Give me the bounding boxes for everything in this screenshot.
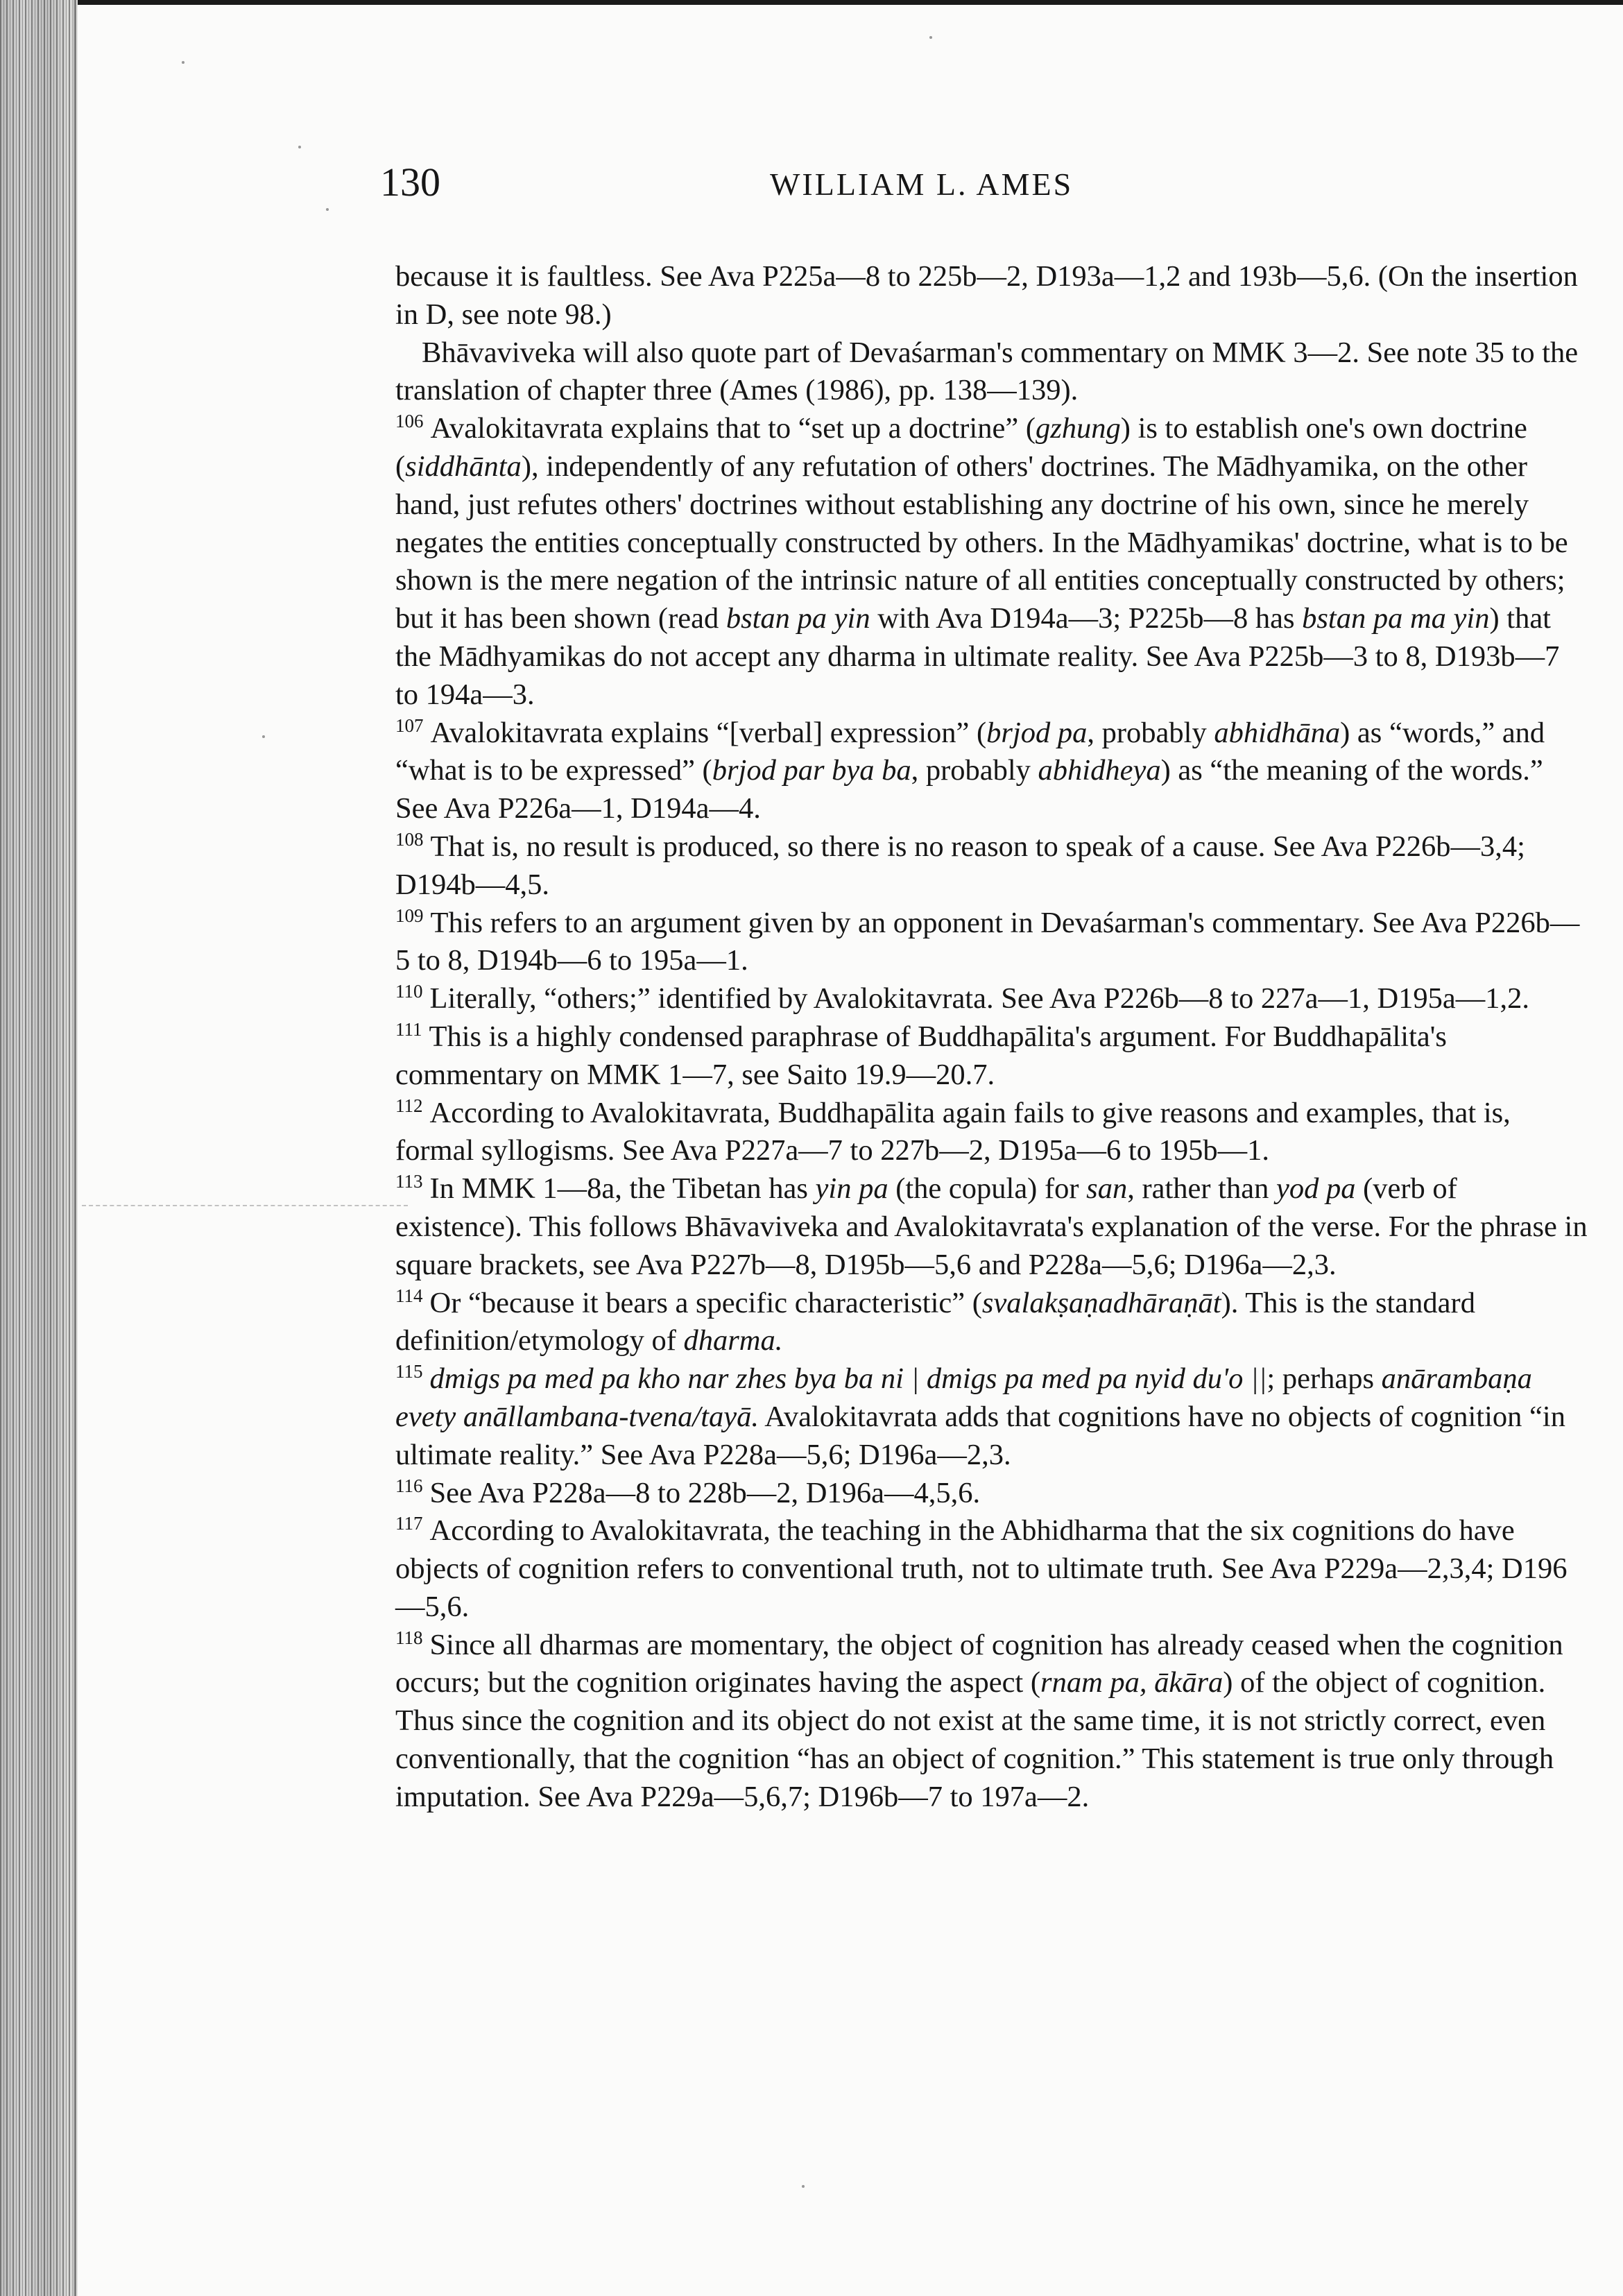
note-text: because it is faultless. See Ava P225a—8 to 225b—2, D193a—1,2 and 193b—5,6. (On the insertion in D, see note 98.): [395, 260, 1578, 331]
italic-term: yod pa: [1276, 1172, 1356, 1206]
note-number: 107: [395, 714, 424, 736]
note-text: ) that the Mādhyamikas do not accept any dharma in ultimate reality. See Ava P225b—3 to 8, D193b—7 to 194a—3.: [395, 602, 1560, 711]
note-number: 110: [395, 981, 423, 1002]
note-number: 117: [395, 1513, 423, 1534]
note-text: ) as “words,” and “what is to be expressed” (: [395, 716, 1545, 787]
note-text: with Ava D194a—3; P225b—8 has: [870, 602, 1303, 635]
scan-speck: [929, 36, 932, 39]
endnote-115: [395, 1360, 1588, 1474]
note-number: 106: [395, 411, 424, 432]
note-number: 114: [395, 1285, 423, 1306]
endnote-111: [395, 1018, 1588, 1095]
note-text: See Ava P228a—8 to 228b—2, D196a—4,5,6.: [429, 1476, 981, 1509]
endnote-continuation: [395, 334, 1588, 411]
endnote-108: [395, 828, 1588, 905]
note-text: ) is to establish one's own doctrine (: [395, 412, 1527, 483]
endnote-109: [395, 905, 1588, 981]
note-text: ) of the object of cognition. Thus since the cognition and its object do not exist at the same time, it is not strictly correct, even conventionally, that the cognition “has an object of cognition.” This statement is true only through imputation. See Ava P229a—5,6,7; D196b—7 to 197a—2.: [395, 1666, 1554, 1813]
italic-term: rnam pa, ākāra: [1040, 1666, 1223, 1699]
note-text: , probably: [911, 754, 1038, 787]
italic-term: brjod pa: [986, 716, 1088, 749]
page-number: 130: [380, 160, 440, 205]
note-number: 118: [395, 1627, 423, 1648]
note-text: (verb of existence). This follows Bhāvaviveka and Avalokitavrata's explanation of the verse. For the phrase in square brackets, see Ava P227b—8, D195b—5,6 and P228a—5,6; D196a—2,3.: [395, 1172, 1588, 1281]
note-text: Avalokitavrata adds that cognitions have no objects of cognition “in ultimate reality.” See Ava P228a—5,6; D196a—2,3.: [395, 1400, 1565, 1471]
note-text: According to Avalokitavrata, the teaching in the Abhidharma that the six cognitions do have objects of cognition refers to conventional truth, not to ultimate truth. See Ava P229a—2,3,4; D196—5,6.: [395, 1514, 1568, 1623]
italic-term: dmigs pa med pa kho nar zhes bya ba ni | dmigs pa med pa nyid du'o ||: [429, 1362, 1267, 1396]
endnote-118: [395, 1627, 1588, 1817]
book-binding-shadow: [0, 0, 78, 2296]
italic-term: bstan pa ma yin: [1302, 602, 1490, 635]
endnotes-body: [395, 258, 1588, 1817]
note-text: Since all dharmas are momentary, the object of cognition has already ceased when the cognition occurs; but the cognition originates having the aspect (: [395, 1628, 1563, 1699]
italic-term: siddhānta: [405, 449, 522, 483]
note-text: ; perhaps: [1266, 1362, 1382, 1396]
italic-term: brjod par bya ba: [712, 754, 911, 787]
endnote-113: [395, 1170, 1588, 1284]
note-text: ). This is the standard definition/etymology of: [395, 1286, 1475, 1357]
page-header: [0, 158, 1623, 214]
italic-term: svalakṣaṇadhāraṇāt: [981, 1286, 1221, 1319]
italic-term: bstan pa yin: [725, 602, 870, 635]
italic-term: san: [1086, 1172, 1128, 1206]
note-number: 113: [395, 1171, 423, 1192]
note-number: 108: [395, 828, 424, 850]
endnote-107: [395, 714, 1588, 828]
top-scan-edge: [0, 0, 1623, 5]
endnote-114: [395, 1285, 1588, 1361]
note-text: This refers to an argument given by an opponent in Devaśarman's commentary. See Ava P226b—5 to 8, D194b—6 to 195a—1.: [395, 906, 1580, 977]
note-number: 111: [395, 1018, 422, 1040]
scan-artifact-line: [82, 1205, 408, 1206]
scan-speck: [262, 735, 265, 738]
note-text: In MMK 1—8a, the Tibetan has: [429, 1172, 816, 1206]
italic-term: anārambaṇa evety anāllambana-tvena/tayā.: [395, 1362, 1532, 1433]
scan-speck: [298, 146, 301, 148]
binding-edge-line: [74, 0, 76, 2296]
endnote-106: [395, 410, 1588, 714]
note-text: , rather than: [1127, 1172, 1276, 1206]
note-text: ) as “the meaning of the words.” See Ava P226a—1, D194a—4.: [395, 754, 1543, 825]
note-number: 109: [395, 905, 424, 926]
endnote-116: [395, 1475, 1588, 1513]
note-number: 116: [395, 1475, 423, 1496]
note-number: 112: [395, 1095, 423, 1116]
note-text: Literally, “others;” identified by Avalokitavrata. See Ava P226b—8 to 227a—1, D195a—1,2.: [429, 982, 1530, 1016]
note-text: According to Avalokitavrata, Buddhapālita again fails to give reasons and examples, that is, formal syllogisms. See Ava P227a—7 to 227b—2, D195a—6 to 195b—1.: [395, 1096, 1511, 1167]
endnote-continuation: [395, 258, 1588, 334]
italic-term: abhidheya: [1038, 754, 1161, 787]
endnote-117: [395, 1512, 1588, 1626]
note-text: That is, no result is produced, so there is no reason to speak of a cause. See Ava P226b—3,4; D194b—4,5.: [395, 830, 1525, 901]
note-text: Or “because it bears a specific characteristic” (: [429, 1286, 982, 1319]
note-text: Bhāvaviveka will also quote part of Devaśarman's commentary on MMK 3—2. See note 35 to the translation of chapter three (Ames (1986), pp. 138—139).: [395, 336, 1579, 407]
note-text: Avalokitavrata explains “[verbal] expression” (: [430, 716, 987, 749]
scan-speck: [182, 61, 184, 64]
note-text: Avalokitavrata explains that to “set up a doctrine” (: [430, 412, 1036, 445]
note-text: (the copula) for: [888, 1172, 1087, 1206]
italic-term: abhidhāna: [1214, 716, 1341, 749]
italic-term: dharma.: [683, 1324, 783, 1357]
running-head: WILLIAM L. AMES: [770, 166, 1074, 202]
endnote-110: [395, 980, 1588, 1018]
italic-term: gzhung: [1036, 412, 1121, 445]
note-text: , probably: [1087, 716, 1214, 749]
note-text: ), independently of any refutation of others' doctrines. The Mādhyamika, on the other hand, just refutes others' doctrines without establishing any doctrine of his own, since he merely negates the entities conceptually constructed by others. In the Mādhyamikas' doctrine, what is to be shown is the mere negation of the intrinsic nature of all entities conceptually constructed by others; but it has been shown (read: [395, 449, 1568, 635]
italic-term: yin pa: [815, 1172, 888, 1206]
note-text: This is a highly condensed paraphrase of Buddhapālita's argument. For Buddhapālita's commentary on MMK 1—7, see Saito 19.9—20.7.: [395, 1020, 1447, 1091]
scan-speck: [802, 2185, 805, 2188]
note-number: 115: [395, 1361, 423, 1382]
endnote-112: [395, 1095, 1588, 1171]
